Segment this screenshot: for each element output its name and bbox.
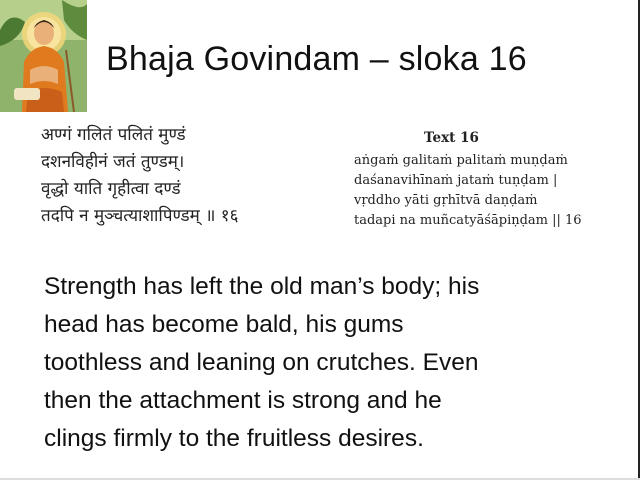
translation-line: head has become bald, his gums: [44, 311, 404, 338]
transliteration-line: aṅgaṁ galitaṁ palitaṁ muṇḍaṁ: [354, 153, 568, 168]
sanskrit-verse-devanagari: [41, 122, 291, 230]
translation-line: toothless and leaning on crutches. Even: [44, 349, 479, 376]
devanagari-line: दशनविहीनं जतं तुण्डम्।: [41, 152, 185, 172]
translation-line: Strength has left the old man’s body; his: [44, 273, 480, 300]
verse-transliteration: [354, 128, 624, 231]
slide-title: Bhaja Govindam – sloka 16: [106, 40, 527, 78]
translation-line: clings firmly to the fruitless desires.: [44, 425, 424, 452]
english-translation: [44, 268, 624, 458]
devanagari-line: अण्गं गलितं पलितं मुण्डं: [41, 125, 186, 145]
transliteration-line: daśanavihīnaṁ jataṁ tuṇḍam |: [354, 173, 558, 188]
transliteration-line: vṛddho yāti gṛhītvā daṇḍaṁ: [354, 193, 538, 208]
translation-line: then the attachment is strong and he: [44, 387, 442, 414]
sage-portrait-drawing: [0, 0, 87, 112]
transliteration-line: tadapi na muñcatyāśāpiṇḍam || 16: [354, 213, 582, 228]
sage-portrait-image: [0, 0, 87, 112]
devanagari-line: वृद्धो याति गृहीत्वा दण्डं: [41, 179, 181, 199]
transliteration-heading: Text 16: [424, 130, 479, 146]
devanagari-line: तदपि न मुञ्चत्याशापिण्डम् ॥ १६: [41, 206, 239, 226]
